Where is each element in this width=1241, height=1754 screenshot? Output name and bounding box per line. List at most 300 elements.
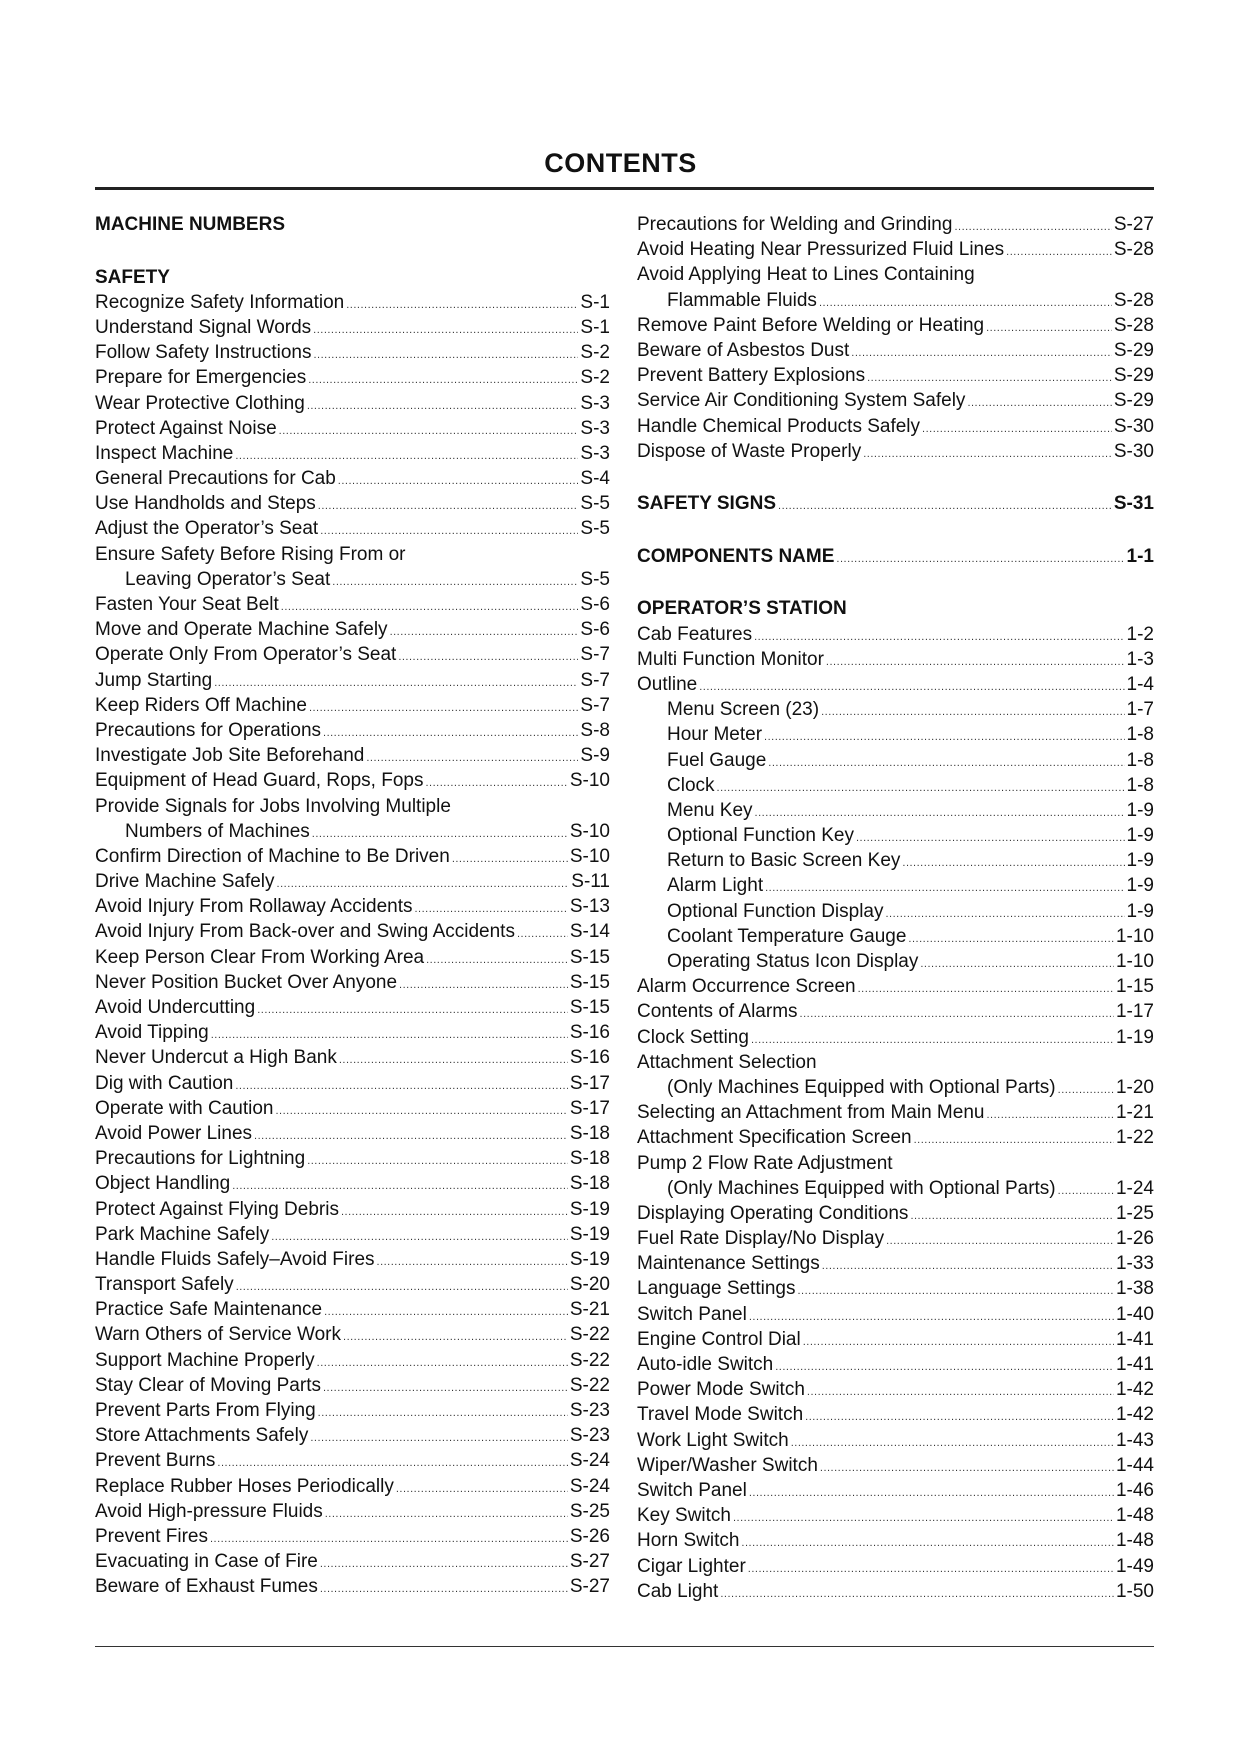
toc-entry[interactable] <box>95 1574 610 1599</box>
entry-page: 1-40 <box>1115 1303 1154 1325</box>
entry-title: Power Mode Switch <box>637 1379 805 1401</box>
entry-page: 1-26 <box>1115 1228 1154 1250</box>
entry-page: S-30 <box>1113 415 1154 437</box>
toc-entry[interactable] <box>95 1423 610 1448</box>
entry-page: S-24 <box>569 1475 610 1497</box>
toc-entry[interactable] <box>637 1428 1154 1453</box>
dot-leader <box>807 1380 1114 1405</box>
entry-page: S-1 <box>580 316 610 338</box>
entry-title: COMPONENTS NAME <box>637 545 835 567</box>
entry-page: 1-8 <box>1126 724 1154 746</box>
entry-title: Store Attachments Safely <box>95 1425 309 1447</box>
dot-leader <box>318 1401 568 1426</box>
entry-title: Multi Function Monitor <box>637 648 824 670</box>
entry-title: Dig with Caution <box>95 1072 234 1094</box>
entry-title: Menu Screen (23) <box>667 699 820 721</box>
dot-leader <box>257 998 568 1023</box>
dot-leader <box>276 1099 568 1124</box>
dot-leader <box>1006 240 1112 265</box>
entry-title: Handle Fluids Safely–Avoid Fires <box>95 1248 375 1270</box>
entry-page: S-26 <box>569 1525 610 1547</box>
spacer <box>637 569 1154 596</box>
dot-leader <box>320 519 578 544</box>
dot-leader <box>821 700 1124 725</box>
entry-title: Precautions for Welding and Grinding <box>637 214 953 235</box>
entry-page: 1-9 <box>1126 850 1154 872</box>
dot-leader <box>820 1456 1114 1481</box>
dot-leader <box>425 771 567 796</box>
dot-leader <box>886 902 1125 927</box>
dot-leader <box>920 952 1114 977</box>
toc-section-safety-signs[interactable] <box>637 491 1154 516</box>
dot-leader <box>986 1103 1114 1128</box>
toc-entry[interactable] <box>95 1045 610 1070</box>
toc-entry[interactable] <box>95 844 610 869</box>
section-heading-operators-station: OPERATOR’S STATION <box>637 598 847 620</box>
entry-page: S-10 <box>569 770 610 792</box>
toc-entry[interactable] <box>95 718 610 743</box>
entry-title: Dispose of Waste Properly <box>637 440 862 462</box>
entry-title: Keep Person Clear From Working Area <box>95 946 425 968</box>
dot-leader <box>341 1200 568 1225</box>
dot-leader <box>323 1376 568 1401</box>
toc-entry[interactable] <box>95 391 610 416</box>
entry-title: Never Position Bucket Over Anyone <box>95 971 398 993</box>
entry-page: 1-17 <box>1115 1001 1154 1023</box>
dot-leader <box>914 1128 1114 1153</box>
entry-title: Service Air Conditioning System Safely <box>637 390 966 412</box>
dot-leader <box>902 851 1124 876</box>
entry-title: Clock Setting <box>637 1026 749 1048</box>
toc-entry[interactable] <box>637 1251 1154 1276</box>
toc-entry[interactable] <box>95 365 610 390</box>
toc-entry[interactable] <box>637 1478 1154 1503</box>
entry-title: Jump Starting <box>95 669 213 691</box>
toc-entry[interactable] <box>637 1453 1154 1478</box>
dot-leader <box>910 1204 1114 1229</box>
entry-page: S-16 <box>569 1022 610 1044</box>
entry-title: Operating Status Icon Display <box>667 951 919 973</box>
toc-entry[interactable] <box>95 1499 610 1524</box>
entry-page: S-6 <box>580 594 610 616</box>
toc-entry[interactable] <box>637 823 1154 848</box>
entry-page: S-4 <box>580 468 610 490</box>
entry-title: Cab Light <box>637 1580 719 1602</box>
toc-entry[interactable] <box>637 1226 1154 1251</box>
entry-page: S-2 <box>580 367 610 389</box>
entry-page: S-5 <box>580 518 610 540</box>
dot-leader <box>332 570 578 595</box>
toc-entry[interactable] <box>637 1402 1154 1427</box>
toc-entry[interactable] <box>95 1197 610 1222</box>
contents-left-column <box>95 212 610 1600</box>
dot-leader <box>749 1481 1114 1506</box>
toc-entry[interactable] <box>95 1071 610 1096</box>
dot-leader <box>720 1582 1114 1607</box>
toc-entry[interactable] <box>95 970 610 995</box>
toc-entry[interactable] <box>637 388 1154 413</box>
entry-title: Replace Rubber Hoses Periodically <box>95 1475 394 1497</box>
toc-entry[interactable] <box>637 873 1154 898</box>
toc-entry[interactable] <box>637 1579 1154 1604</box>
toc-entry[interactable] <box>95 1096 610 1121</box>
toc-entry[interactable] <box>637 363 1154 388</box>
toc-entry[interactable] <box>637 949 1154 974</box>
entry-page: S-29 <box>1113 365 1154 387</box>
toc-entry[interactable] <box>95 768 610 793</box>
entry-title: Never Undercut a High Bank <box>95 1047 337 1069</box>
entry-page: S-28 <box>1113 289 1154 311</box>
toc-entry[interactable] <box>95 1474 610 1499</box>
dot-leader <box>343 1325 568 1350</box>
entry-page: 1-2 <box>1126 623 1154 645</box>
spacer <box>637 516 1154 543</box>
toc-entry-first-line[interactable]: Provide Signals for Jobs Involving Multiple <box>95 795 451 817</box>
toc-entry[interactable] <box>637 924 1154 949</box>
entry-title: Stay Clear of Moving Parts <box>95 1374 321 1396</box>
toc-entry[interactable] <box>95 567 610 592</box>
toc-entry[interactable] <box>95 416 610 441</box>
entry-page: S-16 <box>569 1047 610 1069</box>
entry-title: Prevent Burns <box>95 1450 216 1472</box>
entry-page: 1-48 <box>1115 1505 1154 1527</box>
entry-title: Avoid Power Lines <box>95 1122 253 1144</box>
entry-title: Drive Machine Safely <box>95 871 275 893</box>
dot-leader <box>733 1506 1114 1531</box>
dot-leader <box>764 725 1125 750</box>
entry-page: S-7 <box>580 669 610 691</box>
entry-page: S-11 <box>571 871 610 893</box>
entry-page: 1-33 <box>1115 1253 1154 1275</box>
entry-title: Recognize Safety Information <box>95 291 345 313</box>
dot-leader <box>308 368 578 393</box>
entry-title: Outline <box>637 673 698 695</box>
toc-entry[interactable] <box>637 1377 1154 1402</box>
entry-page: S-25 <box>569 1500 610 1522</box>
dot-leader <box>317 1351 568 1376</box>
dot-leader <box>822 1254 1114 1279</box>
toc-entry[interactable] <box>95 945 610 970</box>
entry-title: Protect Against Noise <box>95 417 277 439</box>
entry-title: Prevent Parts From Flying <box>95 1400 316 1422</box>
entry-title: Object Handling <box>95 1173 231 1195</box>
entry-title: Optional Function Display <box>667 900 884 922</box>
toc-entry[interactable] <box>95 1222 610 1247</box>
toc-entry[interactable] <box>95 1348 610 1373</box>
entry-page: 1-38 <box>1115 1278 1154 1300</box>
entry-title: Beware of Exhaust Fumes <box>95 1576 318 1598</box>
toc-entry[interactable] <box>637 722 1154 747</box>
entry-title: Flammable Fluids <box>667 289 817 311</box>
entry-page: 1-42 <box>1115 1379 1154 1401</box>
toc-entry[interactable] <box>95 995 610 1020</box>
toc-entry[interactable] <box>637 1327 1154 1352</box>
toc-entry[interactable] <box>95 1297 610 1322</box>
dot-leader <box>886 1229 1114 1254</box>
dot-leader <box>826 650 1125 675</box>
dot-leader <box>1058 1179 1114 1204</box>
dot-leader <box>307 1149 568 1174</box>
spacer <box>637 464 1154 491</box>
toc-entry[interactable] <box>637 1528 1154 1553</box>
toc-entry[interactable] <box>95 1247 610 1272</box>
entry-page: S-9 <box>580 745 610 767</box>
entry-page: S-29 <box>1113 339 1154 361</box>
toc-entry[interactable] <box>637 1554 1154 1579</box>
toc-entry[interactable] <box>637 848 1154 873</box>
toc-entry[interactable] <box>637 212 1154 237</box>
dot-leader <box>749 1305 1114 1330</box>
dot-leader <box>346 293 578 318</box>
toc-entry[interactable] <box>95 1448 610 1473</box>
toc-entry[interactable] <box>637 1025 1154 1050</box>
toc-entry[interactable] <box>637 697 1154 722</box>
entry-page: S-2 <box>580 342 610 364</box>
dot-leader <box>797 1279 1114 1304</box>
entry-page: 1-9 <box>1126 799 1154 821</box>
entry-title: Equipment of Head Guard, Rops, Fops <box>95 770 424 792</box>
entry-page: S-23 <box>569 1425 610 1447</box>
entry-title: Selecting an Attachment from Main Menu <box>637 1102 985 1124</box>
entry-page: S-19 <box>569 1198 610 1220</box>
dot-leader <box>805 1405 1114 1430</box>
dot-leader <box>863 442 1112 467</box>
entry-title: Horn Switch <box>637 1530 740 1552</box>
entry-page: 1-7 <box>1126 699 1154 721</box>
toc-entry[interactable] <box>95 743 610 768</box>
entry-title: SAFETY SIGNS <box>637 493 777 515</box>
toc-entry[interactable] <box>637 974 1154 999</box>
dot-leader <box>309 696 578 721</box>
entry-title: Avoid High-pressure Fluids <box>95 1500 323 1522</box>
entry-page: 1-19 <box>1115 1026 1154 1048</box>
toc-entry[interactable] <box>637 1503 1154 1528</box>
toc-entry[interactable] <box>637 647 1154 672</box>
entry-title: Practice Safe Maintenance <box>95 1299 323 1321</box>
entry-title: Optional Function Key <box>667 825 854 847</box>
entry-title: Return to Basic Screen Key <box>667 850 901 872</box>
entry-page: S-28 <box>1113 239 1154 261</box>
dot-leader <box>399 973 568 998</box>
entry-page: S-22 <box>569 1349 610 1371</box>
toc-entry[interactable] <box>95 1373 610 1398</box>
entry-title: Confirm Direction of Machine to Be Driven <box>95 845 450 867</box>
toc-entry[interactable] <box>637 1176 1154 1201</box>
toc-entry[interactable] <box>637 237 1154 262</box>
toc-entry[interactable] <box>95 919 610 944</box>
entry-title: General Precautions for Cab <box>95 468 336 490</box>
entry-title: Support Machine Properly <box>95 1349 315 1371</box>
toc-entry[interactable] <box>95 441 610 466</box>
dot-leader <box>741 1531 1114 1556</box>
toc-entry-first-line[interactable]: Attachment Selection <box>637 1051 817 1073</box>
dot-leader <box>313 318 578 343</box>
dot-leader <box>803 1330 1114 1355</box>
entry-title: Cab Features <box>637 623 753 645</box>
section-heading-machine-numbers: MACHINE NUMBERS <box>95 214 285 235</box>
entry-title: Displaying Operating Conditions <box>637 1202 909 1224</box>
dot-leader <box>775 1355 1114 1380</box>
entry-title: Switch Panel <box>637 1303 747 1325</box>
toc-entry[interactable] <box>637 899 1154 924</box>
toc-entry[interactable] <box>95 894 610 919</box>
dot-leader <box>390 620 579 645</box>
toc-entry[interactable] <box>637 313 1154 338</box>
toc-entry[interactable] <box>637 1100 1154 1125</box>
entry-page: 1-20 <box>1115 1076 1154 1098</box>
dot-leader <box>858 977 1114 1002</box>
footer-rule <box>95 1646 1154 1647</box>
dot-leader <box>320 1577 568 1602</box>
entry-page: 1-50 <box>1115 1580 1154 1602</box>
entry-title: Menu Key <box>667 799 753 821</box>
toc-entry[interactable] <box>95 668 610 693</box>
toc-entry[interactable] <box>95 1146 610 1171</box>
toc-entry[interactable] <box>637 338 1154 363</box>
entry-title: Work Light Switch <box>637 1429 789 1451</box>
toc-entry[interactable] <box>95 1171 610 1196</box>
entry-page: S-18 <box>569 1122 610 1144</box>
toc-entry[interactable] <box>95 869 610 894</box>
toc-entry[interactable] <box>637 414 1154 439</box>
entry-page: 1-10 <box>1115 951 1154 973</box>
entry-title: Handle Chemical Products Safely <box>637 415 921 437</box>
toc-entry[interactable] <box>95 516 610 541</box>
toc-entry[interactable] <box>95 1549 610 1574</box>
entry-title: Fuel Gauge <box>667 749 767 771</box>
dot-leader <box>748 1557 1114 1582</box>
entry-title: Auto-idle Switch <box>637 1354 774 1376</box>
toc-entry[interactable] <box>637 999 1154 1024</box>
entry-title: Fuel Rate Display/No Display <box>637 1228 885 1250</box>
entry-title: Adjust the Operator’s Seat <box>95 518 319 540</box>
entry-page: 1-41 <box>1115 1328 1154 1350</box>
dot-leader <box>791 1431 1114 1456</box>
toc-entry[interactable] <box>95 617 610 642</box>
entry-page: 1-49 <box>1115 1555 1154 1577</box>
toc-entry[interactable] <box>95 491 610 516</box>
entry-page: S-14 <box>569 921 610 943</box>
toc-entry[interactable] <box>95 642 610 667</box>
title-rule <box>95 187 1154 190</box>
toc-entry[interactable] <box>95 819 610 844</box>
entry-title: Prevent Battery Explosions <box>637 365 866 387</box>
entry-page: S-27 <box>569 1576 610 1598</box>
toc-entry[interactable] <box>95 290 610 315</box>
entry-page: S-21 <box>569 1299 610 1321</box>
entry-page: 1-25 <box>1115 1202 1154 1224</box>
entry-page: S-17 <box>569 1072 610 1094</box>
entry-title: Park Machine Safely <box>95 1223 270 1245</box>
entry-title: Numbers of Machines <box>125 820 310 842</box>
toc-entry[interactable] <box>95 1020 610 1045</box>
entry-title: Prevent Fires <box>95 1525 208 1547</box>
entry-title: Hour Meter <box>667 724 763 746</box>
toc-entry[interactable] <box>637 748 1154 773</box>
dot-leader <box>717 776 1125 801</box>
toc-entry[interactable] <box>637 672 1154 697</box>
toc-entry[interactable] <box>95 592 610 617</box>
entry-title: Key Switch <box>637 1505 731 1527</box>
entry-title: Keep Riders Off Machine <box>95 694 307 716</box>
toc-entry[interactable] <box>95 1398 610 1423</box>
toc-entry[interactable] <box>637 798 1154 823</box>
entry-page: S-19 <box>569 1223 610 1245</box>
entry-page: 1-4 <box>1126 673 1154 695</box>
toc-entry[interactable] <box>95 693 610 718</box>
entry-title: Beware of Asbestos Dust <box>637 339 850 361</box>
dot-leader <box>922 417 1112 442</box>
toc-entry[interactable] <box>637 1352 1154 1377</box>
entry-page: S-22 <box>569 1324 610 1346</box>
toc-entry[interactable] <box>637 1302 1154 1327</box>
entry-page: 1-43 <box>1115 1429 1154 1451</box>
entry-title: Maintenance Settings <box>637 1253 820 1275</box>
dot-leader <box>426 948 568 973</box>
entry-title: Leaving Operator’s Seat <box>125 568 331 590</box>
entry-title: Warn Others of Service Work <box>95 1324 342 1346</box>
toc-entry[interactable] <box>95 466 610 491</box>
entry-page: S-8 <box>580 719 610 741</box>
toc-entry[interactable] <box>95 1322 610 1347</box>
entry-page: 1-3 <box>1126 648 1154 670</box>
entry-page: 1-46 <box>1115 1479 1154 1501</box>
entry-title: Protect Against Flying Debris <box>95 1198 339 1220</box>
dot-leader <box>324 1300 568 1325</box>
toc-section-components-name[interactable] <box>637 544 1154 569</box>
toc-entry[interactable] <box>95 1121 610 1146</box>
toc-entry[interactable] <box>637 773 1154 798</box>
entry-title: Prepare for Emergencies <box>95 367 307 389</box>
entry-title: Transport Safely <box>95 1274 234 1296</box>
entry-page: S-15 <box>569 971 610 993</box>
entry-title: Operate Only From Operator’s Seat <box>95 644 397 666</box>
dot-leader <box>908 927 1114 952</box>
entry-title: Cigar Lighter <box>637 1555 746 1577</box>
toc-entry[interactable] <box>637 1125 1154 1150</box>
entry-page: S-20 <box>569 1274 610 1296</box>
toc-entry[interactable] <box>637 1201 1154 1226</box>
entry-title: Follow Safety Instructions <box>95 342 312 364</box>
dot-leader <box>313 343 578 368</box>
toc-entry[interactable] <box>637 1075 1154 1100</box>
entry-title: Alarm Occurrence Screen <box>637 976 856 998</box>
entry-page: S-22 <box>569 1374 610 1396</box>
entry-title: Wear Protective Clothing <box>95 392 305 414</box>
toc-entry-first-line[interactable]: Avoid Applying Heat to Lines Containing <box>637 264 975 286</box>
entry-page: S-17 <box>569 1097 610 1119</box>
toc-entry-first-line[interactable]: Pump 2 Flow Rate Adjustment <box>637 1152 893 1174</box>
entry-page: S-6 <box>580 619 610 641</box>
dot-leader <box>851 341 1112 366</box>
dot-leader <box>986 316 1112 341</box>
toc-entry-first-line[interactable]: Ensure Safety Before Rising From or <box>95 543 406 565</box>
entry-page: S-7 <box>580 644 610 666</box>
entry-title: Use Handholds and Steps <box>95 493 316 515</box>
toc-entry[interactable] <box>637 288 1154 313</box>
toc-entry[interactable] <box>95 315 610 340</box>
dot-leader <box>318 494 579 519</box>
toc-entry[interactable] <box>637 1276 1154 1301</box>
entry-page: 1-9 <box>1126 900 1154 922</box>
toc-entry[interactable] <box>95 340 610 365</box>
entry-page: 1-1 <box>1126 545 1154 567</box>
toc-entry[interactable] <box>95 1272 610 1297</box>
toc-entry[interactable] <box>637 622 1154 647</box>
entry-page: 1-15 <box>1115 976 1154 998</box>
toc-entry[interactable] <box>637 439 1154 464</box>
toc-entry[interactable] <box>95 1524 610 1549</box>
